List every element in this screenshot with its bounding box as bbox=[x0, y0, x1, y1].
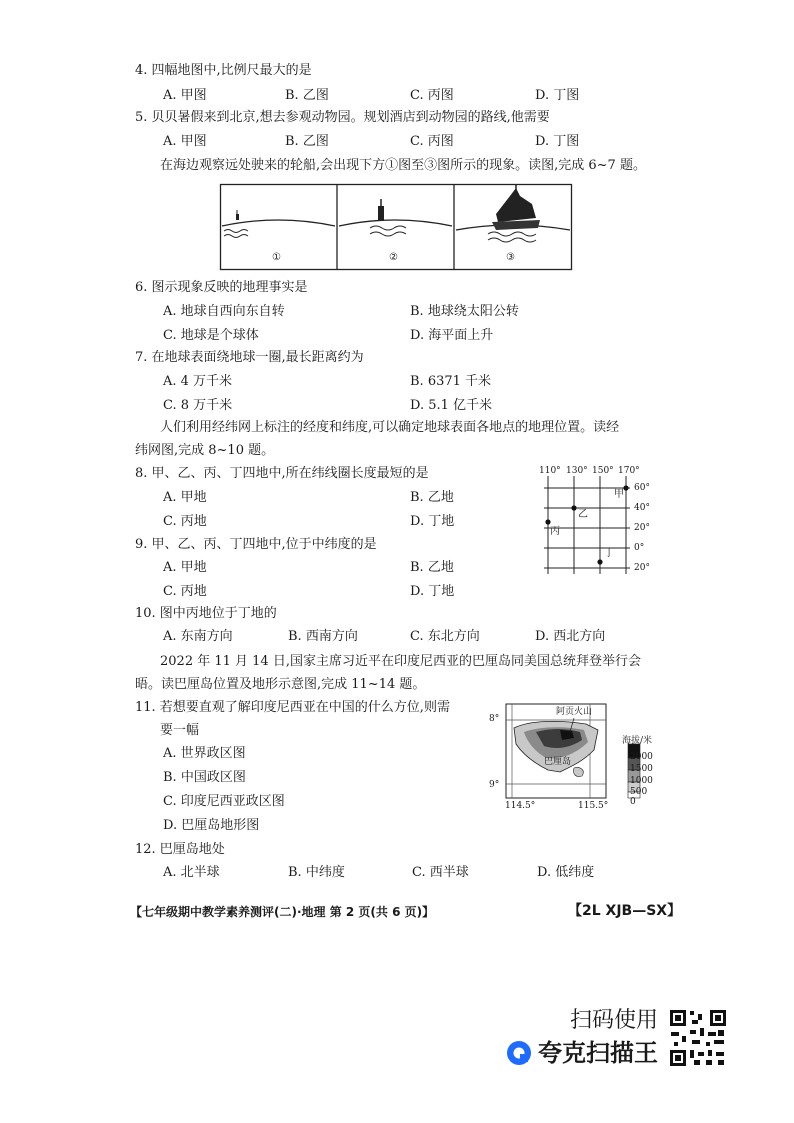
q12-option-c: C. 西半球 bbox=[412, 865, 469, 880]
q6-option-d: D. 海平面上升 bbox=[410, 328, 494, 343]
ship-panel-2 bbox=[339, 199, 452, 236]
footer-exam-code: 【2L XJB—SX】 bbox=[568, 903, 682, 919]
q9-option-d: D. 丁地 bbox=[410, 584, 455, 599]
legend-1000: 1000 bbox=[630, 776, 653, 786]
place-ding: 丁 bbox=[604, 548, 614, 559]
intro-6-7: 在海边观察远处驶来的轮船,会出现下方①图至③图所示的现象。读图,完成 6~7 题。 bbox=[160, 158, 646, 173]
lat-label-20s: 20° bbox=[634, 563, 650, 573]
q10-option-d: D. 西北方向 bbox=[535, 629, 606, 644]
lon-label-170: 170° bbox=[618, 466, 640, 476]
q7-option-c: C. 8 万千米 bbox=[163, 398, 233, 413]
q5-option-d: D. 丁图 bbox=[535, 134, 580, 149]
bali-lat-8: 8° bbox=[489, 714, 500, 724]
q10-option-b: B. 西南方向 bbox=[288, 629, 358, 644]
intro-11-14-line2: 晤。读巴厘岛位置及地形示意图,完成 11~14 题。 bbox=[135, 677, 426, 692]
q11-option-a: A. 世界政区图 bbox=[163, 746, 246, 761]
bali-lon-114-5: 114.5° bbox=[505, 801, 536, 811]
legend-0: 0 bbox=[630, 797, 636, 807]
footer-page-info: 【七年级期中教学素养测评(二)·地理 第 2 页(共 6 页)】 bbox=[130, 905, 435, 919]
lat-label-40: 40° bbox=[634, 503, 650, 513]
legend-title: 海拔/米 bbox=[622, 736, 653, 746]
lat-label-60: 60° bbox=[634, 483, 650, 493]
q9-option-c: C. 丙地 bbox=[163, 584, 207, 599]
q7-option-b: B. 6371 千米 bbox=[410, 374, 492, 389]
q6-stem: 6. 图示现象反映的地理事实是 bbox=[135, 280, 308, 295]
q10-stem: 10. 图中丙地位于丁地的 bbox=[135, 606, 277, 621]
q6-option-c: C. 地球是个球体 bbox=[163, 328, 259, 343]
q9-stem: 9. 甲、乙、丙、丁四地中,位于中纬度的是 bbox=[135, 537, 377, 552]
q8-stem: 8. 甲、乙、丙、丁四地中,所在纬线圈长度最短的是 bbox=[135, 466, 429, 481]
q5-option-a: A. 甲图 bbox=[163, 134, 207, 149]
q12-option-a: A. 北半球 bbox=[163, 865, 220, 880]
point-bing bbox=[545, 519, 550, 524]
intro-8-10-line1: 人们利用经纬网上标注的经度和纬度,可以确定地球表面各地点的地理位置。读经 bbox=[160, 420, 620, 435]
q4-option-b: B. 乙图 bbox=[285, 88, 329, 103]
bali-lat-9: 9° bbox=[489, 780, 500, 790]
lon-label-130: 130° bbox=[566, 466, 588, 476]
place-jia: 甲 bbox=[614, 489, 624, 500]
intro-8-10-line2: 纬网图,完成 8~10 题。 bbox=[135, 443, 275, 458]
q7-option-a: A. 4 万千米 bbox=[163, 374, 233, 389]
lon-label-110: 110° bbox=[539, 466, 561, 476]
q11-option-c: C. 印度尼西亚政区图 bbox=[163, 794, 285, 809]
q12-option-d: D. 低纬度 bbox=[537, 865, 595, 880]
ship-label-2: ② bbox=[389, 252, 398, 263]
ship-label-1: ① bbox=[272, 252, 281, 263]
q5-option-b: B. 乙图 bbox=[285, 134, 329, 149]
q7-stem: 7. 在地球表面绕地球一圈,最长距离约为 bbox=[135, 350, 364, 365]
point-yi bbox=[571, 505, 576, 510]
q8-option-c: C. 丙地 bbox=[163, 514, 207, 529]
q9-option-a: A. 甲地 bbox=[163, 560, 207, 575]
point-jia bbox=[623, 485, 628, 490]
q7-option-d: D. 5.1 亿千米 bbox=[410, 398, 493, 413]
q10-option-a: A. 东南方向 bbox=[163, 629, 233, 644]
place-bing: 丙 bbox=[550, 526, 560, 537]
qr-code-icon bbox=[668, 1008, 728, 1068]
ship-label-3: ③ bbox=[506, 252, 515, 263]
q8-option-d: D. 丁地 bbox=[410, 514, 455, 529]
bali-island-label: 巴厘岛 bbox=[544, 757, 572, 767]
q6-option-a: A. 地球自西向东自转 bbox=[163, 304, 285, 319]
lon-label-150: 150° bbox=[592, 466, 614, 476]
legend-500: 500 bbox=[630, 787, 648, 797]
lat-label-0: 0° bbox=[634, 543, 645, 553]
q6-option-b: B. 地球绕太阳公转 bbox=[410, 304, 519, 319]
quark-logo-icon bbox=[506, 1040, 532, 1066]
point-ding bbox=[597, 559, 602, 564]
q8-option-a: A. 甲地 bbox=[163, 490, 207, 505]
lat-label-20n: 20° bbox=[634, 523, 650, 533]
q5-stem: 5. 贝贝暑假来到北京,想去参观动物园。规划酒店到动物园的路线,他需要 bbox=[135, 110, 550, 125]
q12-option-b: B. 中纬度 bbox=[288, 865, 345, 880]
place-yi: 乙 bbox=[578, 509, 588, 520]
q11-option-d: D. 巴厘岛地形图 bbox=[163, 818, 260, 833]
intro-11-14-line1: 2022 年 11 月 14 日,国家主席习近平在印度尼西亚的巴厘岛同美国总统拜登举行会 bbox=[160, 654, 641, 669]
q11-stem-line1: 11. 若想要直观了解印度尼西亚在中国的什么方位,则需 bbox=[135, 700, 450, 715]
ship-panel-1 bbox=[222, 210, 335, 238]
mount-agung-label: 阿贡火山 bbox=[556, 707, 593, 717]
quark-scanner-brand: 夸克扫描王 bbox=[538, 1039, 658, 1067]
q4-stem: 4. 四幅地图中,比例尺最大的是 bbox=[135, 63, 312, 78]
scan-to-use-text: 扫码使用 bbox=[570, 1008, 659, 1033]
q12-stem: 12. 巴厘岛地处 bbox=[135, 842, 225, 857]
bali-lon-115-5: 115.5° bbox=[578, 801, 609, 811]
q10-option-c: C. 东北方向 bbox=[410, 629, 480, 644]
q4-option-a: A. 甲图 bbox=[163, 88, 207, 103]
q4-option-c: C. 丙图 bbox=[410, 88, 454, 103]
q4-option-d: D. 丁图 bbox=[535, 88, 580, 103]
q11-stem-line2: 要一幅 bbox=[160, 723, 200, 738]
legend-2000: 2000 bbox=[630, 752, 653, 762]
ship-panel-3 bbox=[456, 184, 570, 242]
legend-1500: 1500 bbox=[630, 764, 653, 774]
q5-option-c: C. 丙图 bbox=[410, 134, 454, 149]
q8-option-b: B. 乙地 bbox=[410, 490, 454, 505]
q11-option-b: B. 中国政区图 bbox=[163, 770, 246, 785]
q9-option-b: B. 乙地 bbox=[410, 560, 454, 575]
